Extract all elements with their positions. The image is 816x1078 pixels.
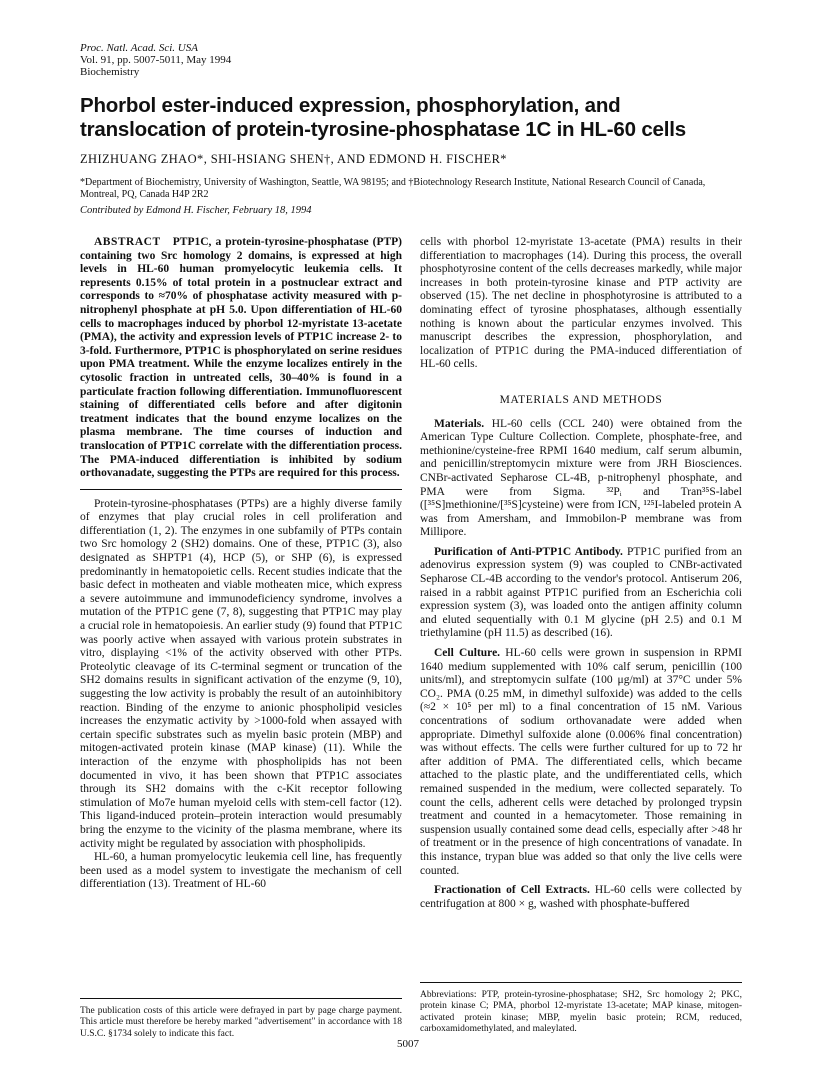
methods-materials (420, 418, 742, 540)
abbreviations-text: Abbreviations: PTP, protein-tyrosine-phosphatase; SH2, Src homology 2; PKC, protein kinase C; PMA, phorbol 12-myristate 13-acetate; MAP kinase, mitogen-activated protein kinase; MBP, myelin basic protein; RCM, reduced, carboxamidomethylated, and maleylated. (420, 990, 742, 1035)
title-line-1: Phorbol ester-induced expression, phosphorylation, and (80, 94, 621, 117)
right-column (420, 236, 742, 911)
footnote-rule-right (420, 982, 742, 983)
fractionation-run-in: Fractionation of Cell Extracts. (434, 884, 590, 897)
abstract (80, 236, 402, 481)
intro-continued: cells with phorbol 12-myristate 13-acetate (PMA) results in their differentiation to macrophages (14). During this process, the overall phosphotyrosine content of the cells decreases markedly, while major increases in both protein-tyrosine kinase and PTP activity are observed (15). The net decline in phosphotyrosine is attributed to a dominating effect of tyrosine phosphatases, although essentially nothing is known about the particular enzymes involved. This manuscript describes the expression, phosphorylation, and localization of PTP1C during the PMA-induced differentiation of HL-60 cells. (420, 236, 742, 371)
methods-antibody (420, 546, 742, 641)
journal-name: Proc. Natl. Acad. Sci. USA (80, 42, 198, 54)
methods-cell-culture (420, 647, 742, 878)
page-number: 5007 (397, 1038, 419, 1050)
fractionation-text: HL-60 cells were collected by centrifugation at 800 × g, washed with phosphate-buffered (420, 884, 742, 910)
antibody-text: PTP1C purified from an adenovirus expression system (9) was coupled to CNBr-activated Sepharose CL-4B according to the vendor's protocol. Antiserum 206, raised in a rabbit against PTP1C purified from an Escherichia coli expression system (3), was loaded onto the antigen affinity column and eluted sequentially with 0.1 M glycine (pH 2.5) and 0.1 M triethylamine (pH 11.5) as described (16). (420, 545, 742, 640)
cell-culture-run-in: Cell Culture. (434, 647, 501, 660)
intro-paragraph-1: Protein-tyrosine-phosphatases (PTPs) are a highly diverse family of enzymes that play crucial roles in cell proliferation and differentiation (1, 2). The enzymes in one subfamily of PTPs contain two Src homology 2 (SH2) domains. One of these, PTP1C (3), also designated as SHPTP1 (4), HCP (5), or SHP (6), is expressed predominantly in hematopoietic cells. Recent studies indicate that the basic defect in motheaten and viable motheaten mice, which express a severe autoimmune and immunodeficiency syndrome, involves a mutation of the PTP1C gene (7, 8), suggesting that PTP1C may play a crucial role in hematopoiesis. An earlier study (9) found that PTP1C was poorly active when assayed with various protein substrates in vitro, displaying <1% of the activity observed with other PTPs. Proteolytic cleavage of its C-terminal segment or truncation of the SH2 domains results in significant activation of the enzyme (9, 10), suggesting the low activity is probably the result of an autoinhibitory reaction. Binding of the enzyme to anionic phospholipid vesicles increases the enzymatic activity by >1000-fold when assayed with certain specific substrates such as myelin basic protein (MBP) and mitogen-activated protein kinase (MAP kinase) (11). While the interaction of the enzyme with phospholipids has not been documented in vivo, it has been shown that PTP1C associates through its SH2 domains with the c-Kit receptor following stimulation of Mo7e human myeloid cells with stem-cell factor (12). This ligand-induced protein–protein interaction would presumably bring the enzyme to the vicinity of the plasma membrane, where its activity might be regulated by association with phospholipids. (80, 497, 402, 850)
contributed-by: Contributed by Edmond H. Fischer, February 18, 1994 (80, 205, 312, 216)
footnote-rule-left (80, 998, 402, 999)
author-list: ZHIZHUANG ZHAO*, SHI-HSIANG SHEN†, AND EDMOND H. FISCHER* (80, 152, 507, 166)
methods-heading: MATERIALS AND METHODS (499, 393, 663, 406)
affiliations: *Department of Biochemistry, University of Washington, Seattle, WA 98195; and †Biotechnology Research Institute, National Research Council of Canada, Montreal, PQ, Canada H4P 2R2 (80, 177, 706, 200)
abstract-divider (80, 489, 402, 490)
publication-cost-text: The publication costs of this article were defrayed in part by page charge payment. This article must therefore be hereby marked "advertisement" in accordance with 18 U.S.C. §1734 solely to indicate this fact. (80, 1006, 402, 1039)
antibody-run-in: Purification of Anti-PTP1C Antibody. (434, 545, 623, 558)
intro-paragraph-2: HL-60, a human promyelocytic leukemia cell line, has frequently been used as a model system to investigate the mechanism of cell differentiation (13). Treatment of HL-60 (80, 851, 402, 891)
publication-cost-footnote (80, 1006, 402, 1040)
abbreviations-footnote (420, 990, 742, 1036)
cell-culture-text: HL-60 cells were grown in suspension in RPMI 1640 medium supplemented with 10% calf serum, penicillin (100 units/ml), and streptomycin sulfate (100 μg/ml) at 37°C under 5% CO₂. PMA (0.25 mM, in dimethyl sulfoxide) was added to the cells (≈2 × 10⁵ per ml) to a final concentration of 15 nM. Various concentrations of sodium orthovanadate were added when appropriate. Dimethyl sulfoxide alone (0.006% final concentration) was without effects. The cells were further cultured for up to 72 hr after addition of PMA. The differentiated cells, which became attached to the plastic plate, and the undifferentiated cells, which remained suspended in the medium, were collected separately. To count the cells, adherent cells were detached by prolonged trypsin treatment and counted in a hemacytometer. Those remaining in suspension usually contained some dead cells, especially after >48 hr of treatment or in the presence of high concentrations of vanadate. In this instance, trypan blue was added so that only the live cells were counted. (420, 647, 742, 877)
left-column (80, 236, 402, 892)
article-title (80, 94, 740, 142)
materials-run-in: Materials. (434, 417, 485, 430)
materials-text: HL-60 cells (CCL 240) were obtained from the American Type Culture Collection. Complete, phosphate-free, and methionine/cysteine-free RPMI 1640 medium, calf serum albumin, and penicillin/streptomycin mixture were from JRH Biosciences. CNBr-activated Sepharose CL-4B, p-nitrophenyl phosphate, and PMA were from Sigma. ³²Pᵢ and Tran³⁵S-label ([³⁵S]methionine/[³⁵S]cysteine) were from ICN, ¹²⁵I-labeled protein A was from Amersham, and Immobilon-P membrane was from Millipore. (420, 417, 742, 539)
title-line-2: translocation of protein-tyrosine-phosphatase 1C in HL-60 cells (80, 118, 686, 141)
journal-volume: Vol. 91, pp. 5007-5011, May 1994 (80, 54, 232, 66)
abstract-label: ABSTRACT (94, 236, 161, 248)
abstract-text: PTP1C, a protein-tyrosine-phosphatase (PTP) containing two Src homology 2 domains, is expressed at high levels in HL-60 human promyelocytic leukemia cells. It represents 0.15% of total protein in a postnuclear extract and corresponds to ≈70% of phosphatase activity measured with p-nitrophenyl phosphate at pH 5.0. Upon differentiation of HL-60 cells to macrophages induced by phorbol 12-myristate 13-acetate (PMA), the activity and expression levels of PTP1C increase 2- to 3-fold. Furthermore, PTP1C is phosphorylated on serine residues upon PMA treatment. While the enzyme localizes entirely in the cytosolic fraction in untreated cells, 30–40% is found in a particulate fraction following differentiation. Immunofluorescent staining of differentiated cells before and after digitonin treatment indicates that the bound enzyme localizes on the plasma membrane. The time courses of induction and translocation of PTP1C correlate with the differentiation process. The PMA-induced differentiation is inhibited by sodium orthovanadate, suggesting the PTPs are required for this process. (80, 236, 403, 480)
journal-section: Biochemistry (80, 66, 140, 78)
methods-fractionation (420, 884, 742, 911)
journal-header (80, 42, 231, 78)
